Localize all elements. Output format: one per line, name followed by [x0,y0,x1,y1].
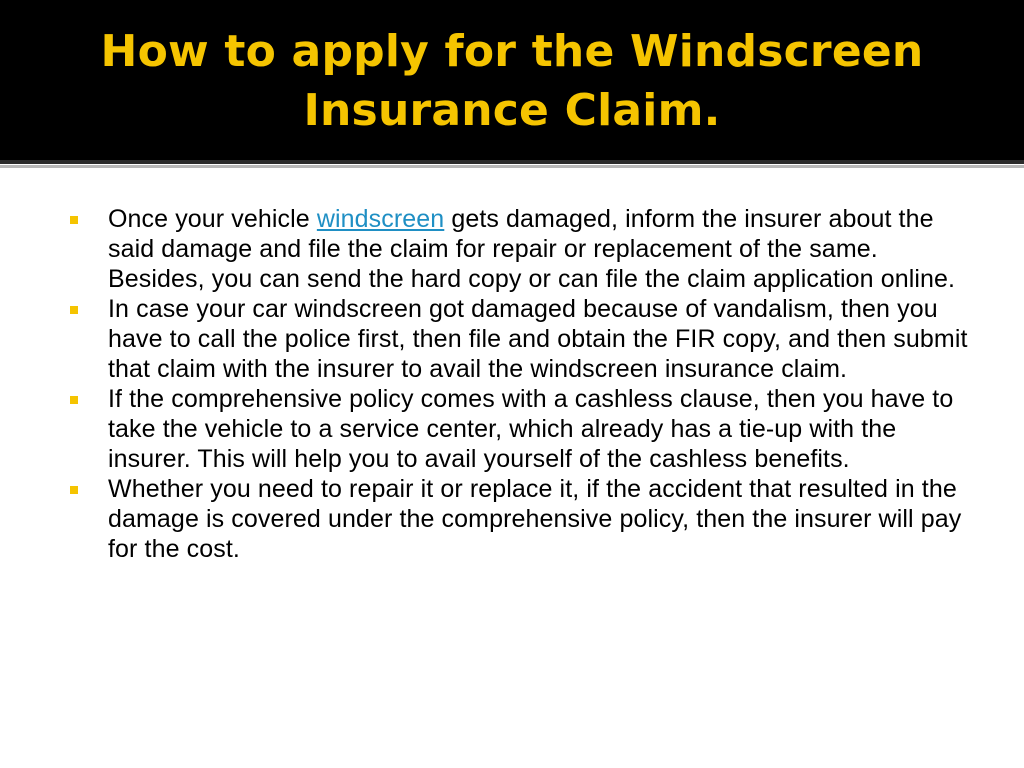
title-divider-light [0,165,1024,168]
bullet-text: Whether you need to repair it or replace it, if the accident that resulted in the damage is covered under the comprehensive policy, then the insurer will pay for the cost. [108,475,962,563]
square-bullet-icon [70,216,78,224]
slide-title [40,22,984,140]
bullet-text: If the comprehensive policy comes with a cashless clause, then you have to take the vehicle to a service center, which already has a tie-up with the insurer. This will help you to avail yourself of the cashless benefits. [108,385,954,473]
bullet-list [70,204,970,564]
square-bullet-icon [70,486,78,494]
bullet-item-repair-or-replace [70,474,970,564]
bullet-text-prefix: Once your vehicle [108,205,317,233]
bullet-item-report-damage [70,204,970,294]
windscreen-link[interactable]: windscreen [316,205,445,233]
bullet-item-vandalism [70,294,970,384]
square-bullet-icon [70,396,78,404]
bullet-text-suffix: gets damaged, inform the insurer about the said damage and file the claim for repair or replacement of the same. Besides, you can send the hard copy or can file the claim application online. [108,205,956,293]
slide-title-line-1: How to apply for the Windscreen [100,26,924,77]
bullet-item-cashless [70,384,970,474]
slide-title-line-2: Insurance Claim. [303,85,721,136]
title-divider-dark [0,160,1024,164]
bullet-text [108,204,970,294]
bullet-text: In case your car windscreen got damaged because of vandalism, then you have to call the police first, then file and obtain the FIR copy, and then submit that claim with the insurer to avail the windscreen insurance claim. [108,295,968,383]
square-bullet-icon [70,306,78,314]
